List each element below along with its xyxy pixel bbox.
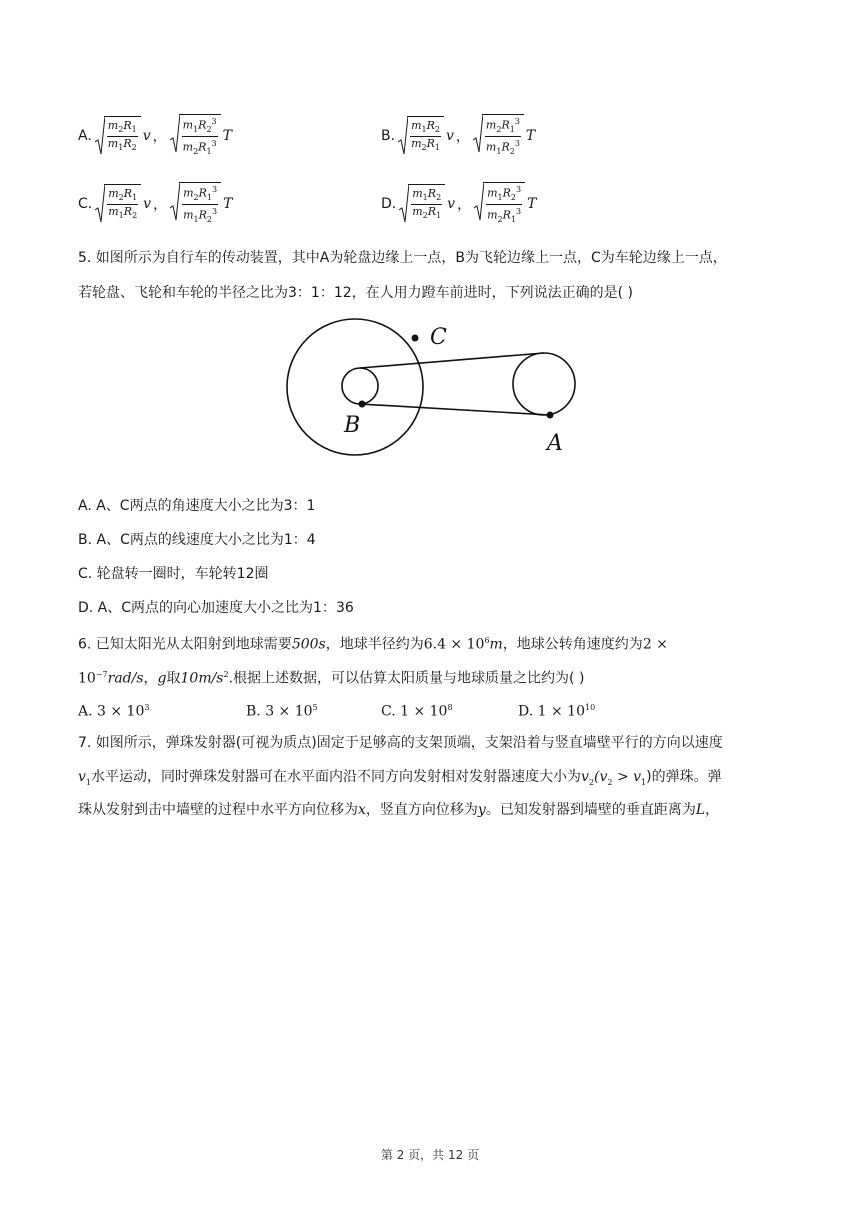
q7-stem-line2 (78, 767, 722, 793)
label-b: B (344, 413, 361, 438)
separator: ， (457, 196, 472, 213)
separator: ， (455, 128, 470, 145)
omega-base: 10 (78, 670, 96, 687)
q6-option-d (518, 698, 595, 722)
q5-stem-line1: 5. 如图所示为自行车的传动装置，其中A为轮盘边缘上一点，B为飞轮边缘上一点，C为车轮边缘上一点， (78, 250, 727, 266)
option-label: A. (78, 127, 92, 144)
flywheel-circle (342, 368, 378, 404)
radius-value: 6.4 × 10 (423, 636, 485, 653)
separator: ， (153, 196, 168, 213)
y-symbol: y (477, 802, 486, 818)
point-c-dot (412, 335, 419, 342)
option-label: C. (78, 195, 93, 212)
v-symbol: v (143, 195, 152, 212)
text: 6. 已知太阳光从太阳射到地球需要 (78, 636, 292, 653)
option-text: C. 1 × 10 (381, 703, 448, 720)
point-a-dot (547, 412, 554, 419)
v1-symbol: v (78, 769, 86, 785)
sqrt-sign: $\frac{m_2R_1^3}{m_1R_2^3}$ (170, 182, 221, 226)
v-symbol: v (142, 127, 151, 144)
q7-stem-line1: 7. 如图所示，弹珠发射器(可视为质点)固定于足够高的支架顶端，支架沿着与竖直墙壁平行的方向以速度 (78, 735, 723, 751)
q4-option-c (78, 182, 234, 226)
q6-stem-line2 (78, 665, 584, 689)
text: ，地球公转角速度约为 (502, 636, 643, 653)
text: ， (705, 802, 720, 818)
g-value: 10m/s (180, 670, 224, 687)
g-exponent: 2 (223, 670, 229, 679)
bicycle-transmission-figure (280, 318, 580, 463)
q6-option-b (246, 698, 318, 722)
g-symbol: g (157, 670, 167, 687)
page-footer: 第 2 页，共 12 页 (380, 1148, 480, 1162)
t-symbol: T (527, 195, 537, 212)
sqrt-sign: $\frac{m_2R_1^3}{m_1R_2^3}$ (473, 114, 524, 158)
q4-option-a (78, 114, 234, 158)
sqrt-sign: $\frac{m_2R_1}{m_1R_2}$ (95, 184, 141, 224)
text: )的弹珠。弹 (646, 769, 722, 785)
v-symbol: v (445, 127, 454, 144)
t-symbol: T (525, 127, 536, 144)
subscript: 2 (588, 777, 595, 787)
q5-option-a: A. A、C两点的角速度大小之比为3：1 (78, 498, 316, 514)
sqrt-sign: $\frac{m_1R_2}{m_2R_1}$ (398, 116, 444, 156)
point-b-dot (359, 401, 366, 408)
text: ， (143, 670, 158, 687)
text: 珠从发射到击中墙壁的过程中水平方向位移为 (78, 802, 358, 818)
omega-unit: rad/s (107, 670, 144, 687)
q6-option-a (78, 698, 149, 722)
option-exponent: 5 (312, 703, 318, 712)
v-symbol: v (447, 195, 456, 212)
omega-value: 2 × (642, 636, 668, 653)
q6-option-c (381, 698, 453, 722)
option-text: A. 3 × 10 (78, 703, 145, 720)
text: ，竖直方向位移为 (365, 802, 478, 818)
t-symbol: T (223, 195, 233, 212)
q4-option-d (381, 182, 538, 226)
option-text: D. 1 × 10 (518, 703, 585, 720)
subscript: 1 (641, 777, 647, 787)
q5-option-b: B. A、C两点的线速度大小之比为1：4 (78, 532, 316, 548)
option-label: D. (381, 195, 397, 212)
option-exponent: 3 (144, 703, 150, 712)
q5-option-d: D. A、C两点的向心加速度大小之比为1：36 (78, 600, 354, 616)
text: 水平运动，同时弹珠发射器可在水平面内沿不同方向发射相对发射器速度大小为 (91, 769, 582, 785)
sqrt-sign: $\frac{m_2R_1}{m_1R_2}$ (95, 116, 141, 156)
text: ，地球半径约为 (325, 636, 424, 653)
label-c: C (430, 325, 447, 350)
omega-exponent: −7 (95, 670, 108, 679)
chainring-circle (513, 353, 575, 415)
radius-unit: m (489, 636, 503, 653)
q7-stem-line3 (78, 800, 719, 820)
math-text: (v (594, 769, 608, 785)
sqrt-sign: $\frac{m_1R_2^3}{m_2R_1^3}$ (474, 182, 525, 226)
radius-exponent: 6 (484, 636, 490, 645)
math-text: > v (612, 769, 642, 785)
text: 。已知发射器到墙壁的垂直距离为 (485, 802, 696, 818)
q4-option-b (381, 114, 537, 158)
q6-stem-line1 (78, 631, 668, 655)
time-value: 500s (291, 636, 326, 653)
x-symbol: x (358, 802, 366, 818)
l-symbol: L (695, 802, 706, 818)
sqrt-sign: $\frac{m_1R_2}{m_2R_1}$ (399, 184, 445, 224)
option-exponent: 10 (584, 703, 596, 712)
chain-top (360, 353, 544, 368)
option-label: B. (381, 127, 396, 144)
text: 取 (166, 670, 181, 687)
subscript: 1 (85, 777, 92, 787)
text: .根据上述数据，可以估算太阳质量与地球质量之比约为( ) (228, 670, 585, 687)
t-symbol: T (222, 127, 232, 144)
separator: ， (152, 128, 167, 145)
q5-stem-line2: 若轮盘、飞轮和车轮的半径之比为3：1：12，在人用力蹬车前进时，下列说法正确的是( ) (78, 285, 634, 301)
sqrt-sign: $\frac{m_1R_2^3}{m_2R_1^3}$ (170, 114, 221, 158)
q5-option-c: C. 轮盘转一圈时，车轮转12圈 (78, 566, 269, 582)
subscript: 2 (607, 777, 613, 787)
label-a: A (547, 431, 563, 456)
v2-symbol: v (581, 769, 589, 785)
option-text: B. 3 × 10 (246, 703, 313, 720)
option-exponent: 8 (447, 703, 453, 712)
